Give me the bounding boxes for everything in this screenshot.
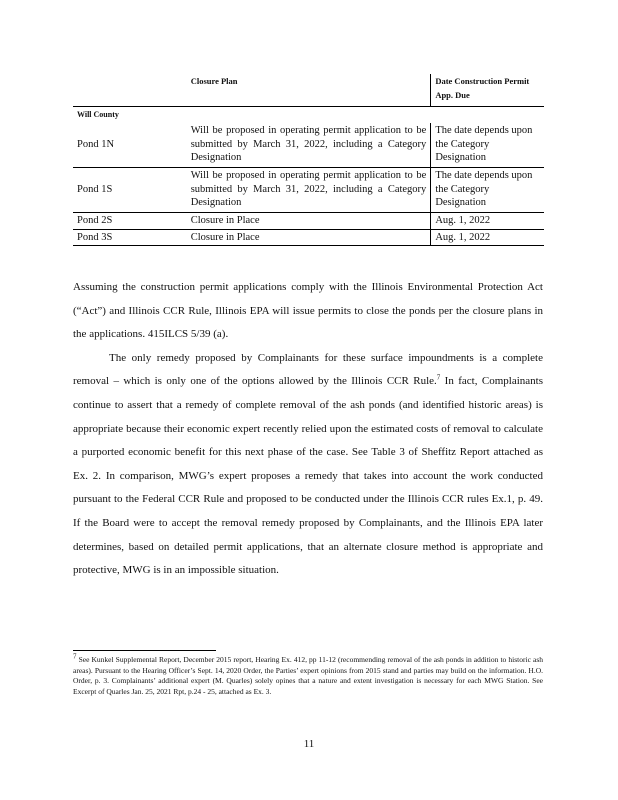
pond-name: Pond 1N (73, 123, 187, 168)
closure-plan-table (73, 74, 544, 246)
body-text (73, 276, 543, 583)
header-closure-plan: Closure Plan (187, 74, 431, 107)
closure-plan: Closure in Place (187, 213, 431, 230)
paragraph-remedy-part2: In fact, Complainants continue to assert that a remedy of complete removal of the ash ponds (and identified historic areas) is appropriate because their economic expert recently relied upon the estimated costs of removal to calculate a purported economic benefit for this next phase of the case. See Table 3 of Sheffitz Report attached as Ex. 2. In comparison, MWG’s expert proposes a remedy that takes into account the work conducted pursuant to the Federal CCR Rule and proposed to be conducted under the Illinois CCR rules Ex.1, p. 49. If the Board were to accept the removal remedy proposed by Complainants, and the Illinois EPA later determines, based on detailed permit applications, that an alternate closure method is appropriate and protective, MWG is in an impossible situation. (73, 375, 543, 577)
table-row (73, 213, 544, 230)
header-date-permit-due: Date Construction Permit App. Due (431, 74, 544, 107)
page-number: 11 (303, 738, 315, 750)
closure-plan: Will be proposed in operating permit application to be submitted by March 31, 2022, including a Category Designation (187, 123, 431, 168)
paragraph-permits: Assuming the construction permit applications comply with the Illinois Environmental Protection Act (“Act”) and Illinois CCR Rule, Illinois EPA will issue permits to close the ponds per the closure plans in the applications. 415ILCS 5/39 (a). (73, 281, 543, 341)
permit-due-date: The date depends upon the Category Designation (431, 123, 544, 168)
pond-name: Pond 1S (73, 168, 187, 213)
county-row (73, 107, 544, 124)
footnote-divider (73, 650, 216, 651)
county-label: Will County (77, 110, 119, 119)
closure-plan: Closure in Place (187, 229, 431, 246)
closure-plan: Will be proposed in operating permit application to be submitted by March 31, 2022, including a Category Designation (187, 168, 431, 213)
header-blank-cell (73, 74, 187, 107)
paragraph-remedy (73, 347, 543, 583)
footnote-number: 7 (73, 652, 77, 661)
pond-name: Pond 2S (73, 213, 187, 230)
pond-name: Pond 3S (73, 229, 187, 246)
paragraph-remedy-part1: The only remedy proposed by Complainants for these surface impoundments is a complete removal – which is only one of the options allowed by the Illinois CCR Rule. (73, 351, 543, 388)
permit-due-date: The date depends upon the Category Designation (431, 168, 544, 213)
permit-due-date: Aug. 1, 2022 (431, 229, 544, 246)
footnote-text: See Kunkel Supplemental Report, December 2015 report, Hearing Ex. 412, pp 11-12 (recommending removal of the ash ponds in addition to historic ash areas). Pursuant to the Hearing Officer’s Sept. 14, 2020 Order, the Parties’ expert opinions from 2015 stand and parties may build on the information. H.O. Order, p. 3. Complainants’ additional expert (M. Quarles) solely opines that a nature and extent investigation is necessary for each MWG Station. See Excerpt of Quarles Jan. 25, 2021 Rpt, p.24 - 25, attached as Ex. 3. (73, 655, 543, 696)
table-row (73, 229, 544, 246)
table-row (73, 123, 544, 168)
table-row (73, 168, 544, 213)
table-header-row (73, 74, 544, 107)
footnote (73, 652, 543, 697)
permit-due-date: Aug. 1, 2022 (431, 213, 544, 230)
footnote-reference: 7 (436, 373, 441, 382)
